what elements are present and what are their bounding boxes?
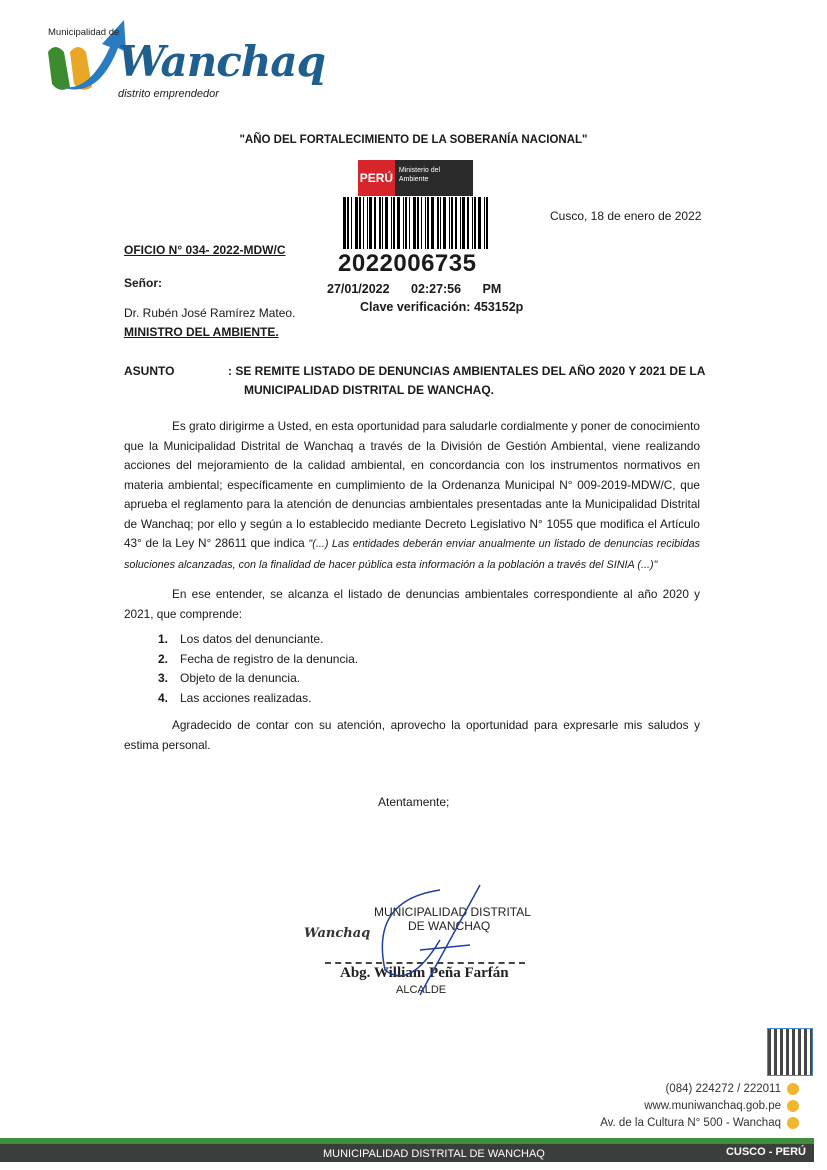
phone-icon (787, 1083, 799, 1095)
footer-bar (0, 1144, 814, 1162)
verification-code: Clave verificación: 453152p (360, 300, 524, 314)
link-icon (787, 1100, 799, 1112)
footer-institution: MUNICIPALIDAD DISTRITAL DE WANCHAQ (323, 1148, 545, 1160)
footer-location: CUSCO - PERÚ (725, 1146, 806, 1158)
list-item (158, 650, 700, 670)
barcode-bar (417, 197, 419, 249)
barcode-bar (367, 197, 368, 249)
document-reference: OFICIO N° 034- 2022-MDW/C (124, 243, 286, 257)
barcode-bar (391, 197, 392, 249)
qr-code (767, 1028, 813, 1076)
barcode-bar (467, 197, 469, 249)
subject-line-2: MUNICIPALIDAD DISTRITAL DE WANCHAQ. (244, 383, 494, 397)
list-text: Fecha de registro de la denuncia. (180, 651, 359, 666)
barcode-bar (460, 197, 461, 249)
contact-website (644, 1099, 799, 1113)
paragraph-closing: Agradecido de contar con su atención, aprovecho la oportunidad para expresarle mis saludos y estima personal. (124, 718, 700, 752)
seal-logo: Wanchaq (304, 926, 371, 941)
barcode-bar (443, 197, 446, 249)
barcode-bar (409, 197, 410, 249)
registration-date: 27/01/2022 (327, 282, 390, 296)
subject-line-1: : SE REMITE LISTADO DE DENUNCIAS AMBIENTALES DEL AÑO 2020 Y 2021 DE LA (228, 364, 706, 378)
year-motto: "AÑO DEL FORTALECIMIENTO DE LA SOBERANÍA NACIONAL" (239, 134, 588, 146)
address-text: Av. de la Cultura N° 500 - Wanchaq (600, 1117, 781, 1129)
signatory-role: ALCALDE (396, 984, 447, 996)
subject-label: ASUNTO (124, 364, 175, 378)
barcode-bar (347, 197, 349, 249)
barcode-bar (405, 197, 407, 249)
barcode-bar (437, 197, 439, 249)
barcode-bar (397, 197, 400, 249)
list-number: 1. (158, 632, 169, 646)
list-item (158, 689, 700, 709)
barcode-bar (403, 197, 404, 249)
barcode-bar (343, 197, 346, 249)
barcode-bar (462, 197, 465, 249)
barcode-bar (413, 197, 416, 249)
registration-time: 02:27:56 PM (411, 282, 502, 296)
barcode-bar (484, 197, 485, 249)
barcode-bar (363, 197, 364, 249)
list-item (158, 669, 700, 689)
barcode-bar (472, 197, 473, 249)
logo-arrow-icon (40, 12, 130, 100)
list-item (158, 630, 700, 650)
barcode-bar (374, 197, 376, 249)
law-quote: "(...) Las entidades deberán enviar anualmente un listado de denuncias recibidas soluciones alcanzadas, con la finalidad de hacer pública esta información a la población a través del SINIA (...)" (124, 538, 700, 571)
seal-line-2: DE WANCHAQ (408, 919, 491, 933)
closing: Atentamente; (378, 795, 450, 809)
subject-text (228, 362, 705, 400)
contact-address (600, 1116, 799, 1130)
list-text: Los datos del denunciante. (180, 632, 324, 646)
handwritten-signature (380, 880, 520, 1000)
ministry-badge (358, 160, 473, 196)
logo-wordmark: Wanchaq (118, 37, 325, 86)
paragraph-listing: En ese entender, se alcanza el listado de denuncias ambientales correspondiente al año 2020 y 2021, que comprende: (124, 587, 700, 621)
barcode-bar (474, 197, 476, 249)
barcode-bar (449, 197, 450, 249)
barcode-bar (379, 197, 381, 249)
logo-tagline: distrito emprendedor (118, 88, 219, 100)
peru-label: PERÚ (358, 160, 395, 196)
barcode-bar (486, 197, 488, 249)
barcode-bar (440, 197, 441, 249)
barcode-bar (382, 197, 383, 249)
salutation: Señor: (124, 276, 163, 290)
barcode-bar (351, 197, 352, 249)
signatory-name: Abg. William Peña Farfán (340, 965, 509, 981)
barcode-bar (478, 197, 481, 249)
list-number: 2. (158, 651, 169, 666)
barcode-bar (431, 197, 434, 249)
barcode-bar (421, 197, 422, 249)
recipient-name: Dr. Rubén José Ramírez Mateo. (124, 306, 296, 320)
contact-phone (665, 1082, 799, 1096)
phone-text: (084) 224272 / 222011 (665, 1083, 781, 1095)
list-number: 3. (158, 671, 169, 685)
contents-list (158, 630, 700, 708)
place-date: Cusco, 18 de enero de 2022 (550, 209, 702, 223)
barcode-bar (355, 197, 358, 249)
barcode-bar (451, 197, 453, 249)
barcode-bar (359, 197, 361, 249)
recipient-title: MINISTRO DEL AMBIENTE. (124, 325, 279, 339)
seal-line-1: MUNICIPALIDAD DISTRITAL (374, 905, 531, 919)
list-text: Objeto de la denuncia. (180, 671, 301, 685)
barcode-bar (385, 197, 388, 249)
barcode-bar (427, 197, 429, 249)
paragraph-intro-text: Es grato dirigirme a Usted, en esta oportunidad para saludarle cordialmente y poner de conocimiento que la Municipalidad Distrital de Wanchaq a través de la División de Gestión Ambiental, viene realizando acciones del mejoramiento de la calidad ambiental, en concordancia con los instrumentos normativos en materia ambiental; específicamente en cumplimiento de la Ordenanza Municipal N° 009-2019-MDW/C, que aprueba el reglamento para la atención de denuncias ambientales presentadas ante la Municipalidad Distrital de Wanchaq; por ello y según a lo establecido mediante Decreto Legislativo N° 1055 que modifica el Artículo 43° de la Ley N° 28611 que indica (124, 419, 700, 550)
list-number: 4. (158, 690, 169, 705)
barcode-bar (425, 197, 426, 249)
website-link[interactable]: www.muniwanchaq.gob.pe (644, 1100, 781, 1112)
barcode-bar (393, 197, 395, 249)
paragraph-intro (124, 417, 700, 575)
barcode (343, 197, 495, 249)
ministry-label: Ministerio del Ambiente (398, 167, 441, 183)
barcode-bar (369, 197, 372, 249)
barcode-bar (455, 197, 457, 249)
registration-datetime (327, 282, 501, 297)
letter-body (124, 417, 700, 809)
list-text: Las acciones realizadas. (180, 690, 312, 705)
logo-prefix: Municipalidad de (48, 27, 120, 38)
registration-number: 2022006735 (338, 250, 477, 277)
location-pin-icon (787, 1117, 799, 1129)
